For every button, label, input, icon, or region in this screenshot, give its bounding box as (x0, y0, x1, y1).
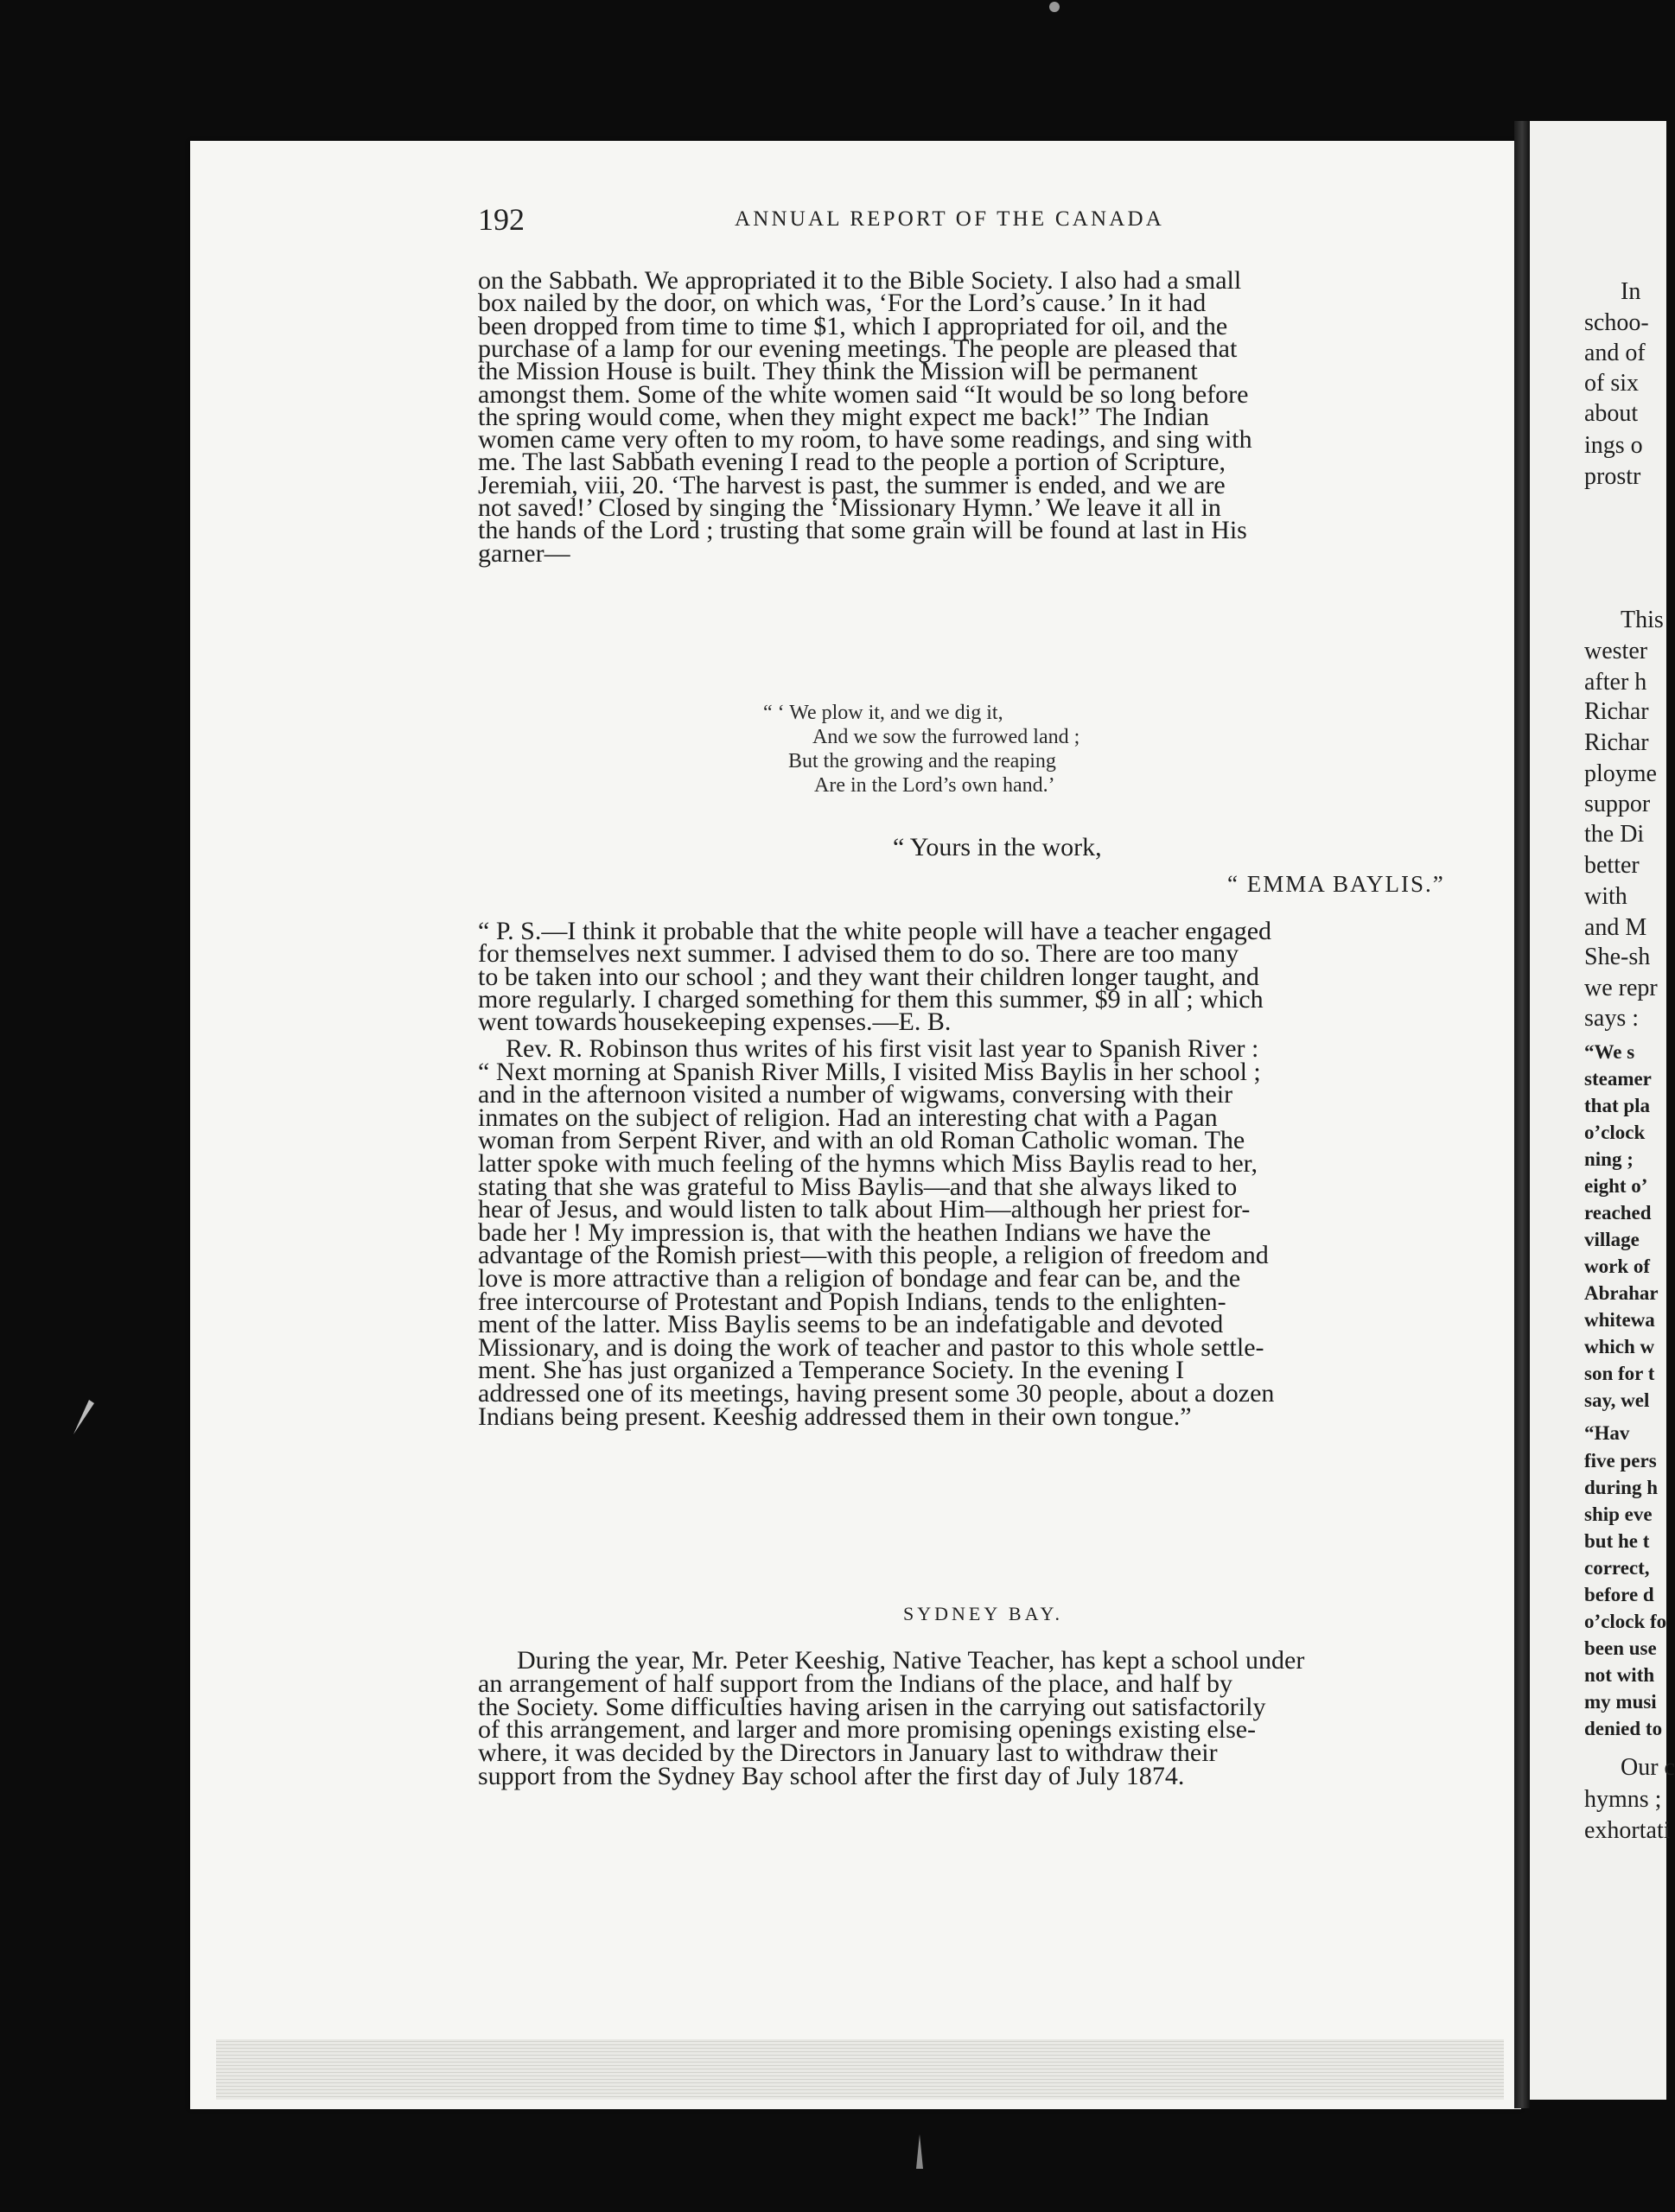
right-page-fragment: “Hav (1584, 1422, 1630, 1444)
right-page-fragment: ings o (1584, 432, 1643, 459)
right-page-fragment: eight o’ (1584, 1175, 1648, 1197)
robinson-line: latter spoke with much feeling of the hymns which Miss Baylis read to her, (478, 1149, 1258, 1178)
body-line: me. The last Sabbath evening I read to the people a portion of Scripture, (478, 448, 1226, 477)
right-page-fragment: with (1584, 883, 1627, 910)
right-page-fragment: She-sh (1584, 944, 1651, 970)
robinson-line: Indians being present. Keeshig addressed them in their own tongue.” (478, 1402, 1192, 1431)
right-page-fragment: say, wel (1584, 1389, 1650, 1411)
page-number: 192 (478, 202, 525, 237)
right-page-fragment: after h (1584, 669, 1647, 696)
poem-line: “ ‘ We plow it, and we dig it, (763, 702, 1003, 724)
right-page-fragment: and of (1584, 340, 1646, 366)
right-page-fragment: says : (1584, 1005, 1639, 1032)
ps-line: more regularly. I charged something for them this summer, $9 in all ; which (478, 984, 1264, 1014)
right-page-fragment: o’clock fo (1584, 1611, 1667, 1632)
robinson-line: woman from Serpent River, and with an old Roman Catholic woman. The (478, 1126, 1245, 1155)
robinson-line: Missionary, and is doing the work of teacher and pastor to this whole settle- (478, 1332, 1264, 1362)
right-page-fragment: steamer (1584, 1068, 1652, 1090)
right-page-fragment: before d (1584, 1584, 1654, 1605)
right-page-fragment: suppor (1584, 791, 1651, 817)
right-page-fragment: of six (1584, 370, 1639, 397)
body-line: the Mission House is built. They think the Mission will be permanent (478, 357, 1198, 386)
body-line: the hands of the Lord ; trusting that some grain will be found at last in His (478, 516, 1247, 545)
robinson-line: addressed one of its meetings, having present some 30 people, about a dozen (478, 1379, 1275, 1408)
robinson-line: advantage of the Romish priest—with this people, a religion of freedom and (478, 1241, 1269, 1270)
ps-line: “ P. S.—I think it probable that the white people will have a teacher engaged (478, 917, 1272, 945)
page-stack-bottom-edge (216, 2039, 1504, 2100)
robinson-line: bade her ! My impression is, that with the heathen Indians we have the (478, 1217, 1212, 1247)
right-page-fragment: been use (1584, 1637, 1657, 1659)
right-page-fragment: In (1621, 278, 1641, 305)
body-line: purchase of a lamp for our evening meetings. The people are pleased that (478, 334, 1238, 363)
right-page-fragment: ployme (1584, 760, 1657, 787)
right-page-fragment: during h (1584, 1477, 1659, 1498)
right-page-fragment: ship eve (1584, 1503, 1653, 1525)
sydney-line: support from the Sydney Bay school after the first day of July 1874. (478, 1762, 1185, 1790)
right-page-fragment: my musi (1584, 1691, 1657, 1713)
sydney-line: During the year, Mr. Peter Keeshig, Native Teacher, has kept a school under (517, 1646, 1305, 1675)
right-page-fragment: five pers (1584, 1450, 1657, 1471)
robinson-line: inmates on the subject of religion. Had an interesting chat with a Pagan (478, 1103, 1218, 1132)
right-page-fragment: Richar (1584, 729, 1649, 756)
body-line: on the Sabbath. We appropriated it to the Bible Society. I also had a small (478, 266, 1242, 295)
right-page-fragment: correct, (1584, 1557, 1650, 1579)
robinson-line: “ Next morning at Spanish River Mills, I visited Miss Baylis in her school ; (478, 1057, 1261, 1086)
right-page-fragment: denied to (1584, 1718, 1663, 1739)
sydney-line: the Society. Some difficulties having arisen in the carrying out satisfactorily (478, 1692, 1266, 1721)
sydney-line: an arrangement of half support from the Indians of the place, and half by (478, 1669, 1233, 1698)
body-line: garner— (478, 538, 570, 568)
right-page-fragment: work of (1584, 1255, 1651, 1277)
poem-line: Are in the Lord’s own hand.’ (814, 774, 1055, 797)
body-line: not saved!’ Closed by singing the ‘Missionary Hymn.’ We leave it all in (478, 493, 1221, 522)
right-page-fragment: “We s (1584, 1041, 1635, 1063)
robinson-line: ment of the latter. Miss Baylis seems to be an indefatigable and devoted (478, 1310, 1224, 1339)
right-page-fragment: the Di (1584, 821, 1645, 848)
right-page-fragment: better (1584, 852, 1640, 879)
robinson-line: free intercourse of Protestant and Popish Indians, tends to the enlighten- (478, 1287, 1226, 1316)
ps-line: went towards housekeeping expenses.—E. B. (478, 1007, 952, 1037)
body-line: been dropped from time to time $1, which I appropriated for oil, and the (478, 311, 1228, 340)
right-page-fragment: son for t (1584, 1363, 1655, 1384)
sydney-line: of this arrangement, and larger and more promising openings existing else- (478, 1715, 1257, 1745)
signature-name: “ EMMA BAYLIS.” (1227, 871, 1445, 897)
right-page-fragment: Our c (1621, 1754, 1675, 1781)
poem-line: But the growing and the reaping (788, 750, 1056, 772)
body-line: Jeremiah, viii, 20. ‘The harvest is past, the summer is ended, and we are (478, 470, 1226, 499)
section-title: SYDNEY BAY. (903, 1603, 1064, 1624)
body-line: women came very often to my room, to have some readings, and sing with (478, 425, 1252, 454)
right-page-fragment: reached (1584, 1202, 1652, 1224)
closing-line: “ Yours in the work, (893, 833, 1102, 861)
robinson-line: and in the afternoon visited a number of wigwams, conversing with their (478, 1080, 1233, 1109)
right-page-fragment: which w (1584, 1336, 1655, 1357)
robinson-line: hear of Jesus, and would listen to talk about Him—although her priest for- (478, 1195, 1251, 1224)
ps-line: to be taken into our school ; and they want their children longer taught, and (478, 962, 1259, 991)
right-page-fragment: whitewa (1584, 1309, 1655, 1331)
running-head: ANNUAL REPORT OF THE CANADA (735, 207, 1164, 231)
right-page-fragment: hymns ; (1584, 1786, 1662, 1813)
right-page-fragment: we repr (1584, 975, 1658, 1001)
sydney-line: where, it was decided by the Directors in January last to withdraw their (478, 1738, 1218, 1768)
right-page-fragment: exhortati (1584, 1817, 1671, 1844)
right-page-fragment: that pla (1584, 1095, 1651, 1116)
right-page-fragment: schoo- (1584, 309, 1649, 336)
robinson-line: Rev. R. Robinson thus writes of his first visit last year to Spanish River : (506, 1034, 1259, 1063)
right-page-fragment: village (1584, 1229, 1640, 1250)
right-page-fragment: ning ; (1584, 1148, 1634, 1170)
right-page-fragment: o’clock (1584, 1122, 1646, 1143)
right-page-fragment: Abrahar (1584, 1282, 1659, 1304)
right-page-fragment: not with (1584, 1664, 1655, 1686)
robinson-line: stating that she was grateful to Miss Baylis—and that she always liked to (478, 1172, 1238, 1201)
body-line: the spring would come, when they might expect me back!” The Indian (478, 402, 1209, 431)
right-page-fragment: This (1621, 607, 1664, 633)
right-page-fragment: Richar (1584, 698, 1649, 725)
body-line: amongst them. Some of the white women said “It would be so long before (478, 379, 1249, 409)
right-page-fragment: about (1584, 400, 1639, 427)
robinson-line: love is more attractive than a religion of bondage and fear can be, and the (478, 1264, 1241, 1293)
ps-line: for themselves next summer. I advised them to do so. There are too many (478, 939, 1239, 969)
right-page-fragment: and M (1584, 914, 1647, 941)
robinson-line: ment. She has just organized a Temperance Society. In the evening I (478, 1356, 1185, 1385)
poem-line: And we sow the furrowed land ; (812, 726, 1080, 748)
right-page-fragment: wester (1584, 638, 1648, 664)
right-page-fragment: but he t (1584, 1530, 1650, 1552)
book-gutter (1514, 121, 1530, 2108)
body-line: box nailed by the door, on which was, ‘For the Lord’s cause.’ In it had (478, 289, 1207, 318)
right-page-fragment: prostr (1584, 463, 1641, 490)
